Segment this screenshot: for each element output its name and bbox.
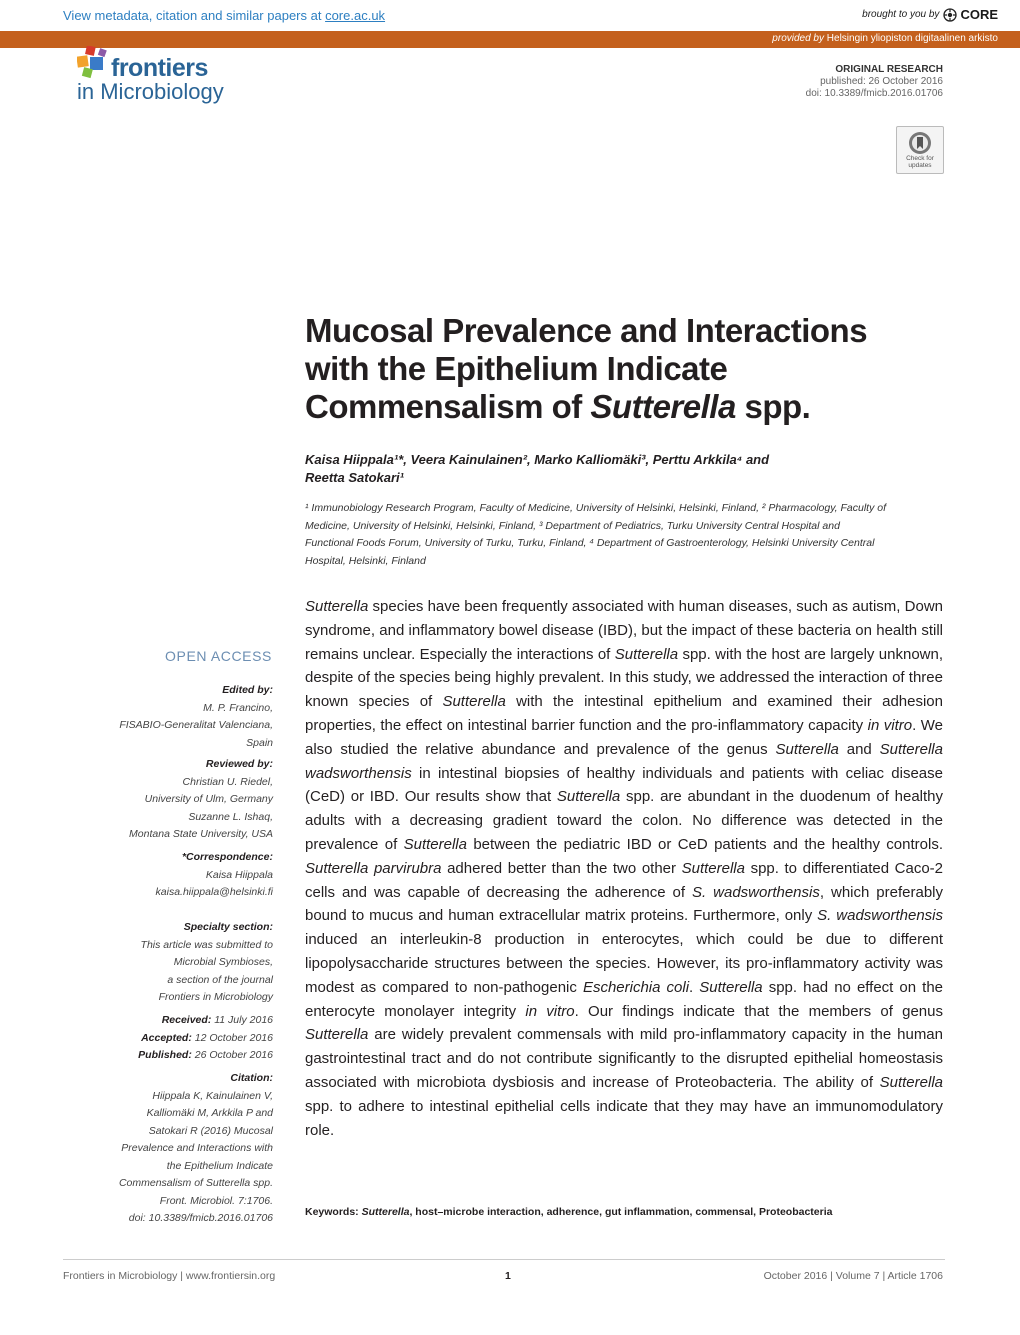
correspondence-label: *Correspondence: [181, 851, 273, 863]
abstract-segment: spp. to differentiated Caco-2 cells and was capable of decreasing the adherence of [305, 859, 944, 901]
citation-line: Prevalence and Interactions with [121, 1142, 273, 1154]
abstract-segment: Sutterella [442, 693, 506, 711]
abstract-segment: Sutterella [403, 835, 467, 853]
core-banner [0, 0, 1020, 31]
abstract-segment: in intestinal biopsies of healthy individuals and patients with celiac disease (CeD) or IBD. Our results show that [305, 764, 943, 806]
journal-subtitle: in Microbiology [77, 79, 224, 104]
page-number: 1 [505, 1270, 511, 1282]
citation-block [73, 1070, 273, 1228]
edited-by-block [73, 682, 273, 752]
dates-block [73, 1012, 273, 1065]
abstract-segment: Sutterella [305, 1026, 369, 1044]
abstract-segment: are widely prevalent commensals with mild pro-inflammatory capacity in the human gastrointestinal tract and do not contribute significantly to the disrupted epithelial homeostasis associated with microbiota dysbiosis and increase of Proteobacteria. The ability of [305, 1026, 943, 1091]
abstract-segment: Escherichia coli [582, 978, 690, 996]
abstract-segment: , which preferably bound to mucus and human extracellular matrix proteins. Furthermore, only [305, 883, 943, 925]
abstract-segment: spp. to adhere to intestinal epithelial cells indicate that they may have an immunomodulatory role. [305, 1097, 943, 1139]
title-line-1: Mucosal Prevalence and Interactions [305, 312, 868, 349]
affiliation-line: Functional Foods Forum, University of Turku, Turku, Finland, ⁴ Department of Gastroenterology, Helsinki University Central [305, 537, 875, 549]
abstract-segment: in vitro [525, 1002, 575, 1020]
reviewer-line: Montana State University, USA [129, 828, 273, 840]
provider-text [772, 33, 998, 44]
keyword-genus: Sutterella [361, 1206, 410, 1218]
title-genus: Sutterella [590, 388, 736, 425]
citation-label: Citation: [230, 1072, 273, 1084]
affiliation-line: Hospital, Helsinki, Finland [305, 554, 426, 567]
core-metadata-label: View metadata, citation and similar papers at [63, 8, 326, 23]
bookmark-check-icon [908, 131, 932, 155]
abstract-segment: Sutterella [681, 859, 745, 877]
check-for-updates-button[interactable] [896, 126, 944, 174]
abstract-segment: induced an interleukin-8 production in enterocytes, which could be due to different lipopolysaccharide structures between the species. However, its pro-inflammatory activity was modest as compared to non-pathogenic [305, 931, 943, 996]
title-line-3-pre: Commensalism of [305, 388, 591, 425]
core-metadata-link[interactable]: core.ac.uk [325, 8, 386, 23]
provided-by-label: provided by [772, 33, 824, 44]
article-title [305, 312, 965, 426]
article-doi: doi: 10.3389/fmicb.2016.01706 [805, 88, 943, 99]
correspondence-name: Kaisa Hiippala [205, 868, 273, 881]
core-logo-icon [943, 8, 957, 22]
keywords [305, 1206, 945, 1218]
abstract-segment: in vitro [867, 716, 913, 734]
citation-line: Commensalism of Sutterella spp. [118, 1177, 273, 1189]
provider-name: Helsingin yliopiston digitaalinen arkisto [826, 33, 998, 44]
abstract-segment: Sutterella [699, 978, 763, 996]
abstract-segment: . [689, 978, 700, 996]
abstract-segment: species have been frequently associated with human diseases, such as autism, Down syndrome, and inflammatory bowel disease (IBD), but the impact of these bacteria on health still remains unclear. Especially the interactions of [305, 598, 943, 663]
specialty-block [73, 919, 273, 1007]
reviewed-by-label: Reviewed by: [205, 758, 273, 770]
reviewer-line: Suzanne L. Ishaq, [188, 810, 273, 823]
abstract [305, 595, 943, 1142]
title-line-3-post: spp. [735, 388, 811, 425]
core-metadata-text [63, 8, 385, 23]
abstract-segment: . Our findings indicate that the members of genus [574, 1002, 943, 1020]
provider-bar [0, 31, 1020, 48]
keywords-label: Keywords: [305, 1206, 359, 1218]
citation-line: Kalliomäki M, Arkkila P and [146, 1107, 273, 1119]
article-meta [806, 64, 943, 100]
received-date: 11 July 2016 [214, 1014, 273, 1026]
citation-line: Front. Microbiol. 7:1706. [159, 1194, 273, 1207]
authors-line-2: Reetta Satokari¹ [305, 470, 404, 485]
abstract-segment: Sutterella [775, 740, 839, 758]
footer-divider [63, 1259, 945, 1260]
published-date: published: 26 October 2016 [820, 76, 943, 87]
reviewer-line: University of Ulm, Germany [144, 793, 273, 805]
affiliation-line: ¹ Immunobiology Research Program, Faculty of Medicine, University of Helsinki, Helsinki, Finland, ² Pharmacology, Faculty of [305, 502, 887, 514]
abstract-segment: Sutterella parvirubra [305, 859, 442, 877]
check-updates-label: Check for updates [906, 155, 934, 169]
abstract-segment: S. wadsworthensis [692, 883, 820, 901]
affiliation-line: Medicine, University of Helsinki, Helsinki, Finland, ³ Department of Pediatrics, Turku University Central Hospital and [305, 519, 840, 532]
abstract-segment: Sutterella wadsworthensis [305, 740, 943, 782]
editor-line: FISABIO-Generalitat Valenciana, [119, 719, 273, 731]
specialty-line: This article was submitted to [140, 938, 273, 951]
citation-line: Satokari R (2016) Mucosal [148, 1124, 273, 1137]
keywords-rest: , host–microbe interaction, adherence, gut inflammation, commensal, Proteobacteria [409, 1206, 833, 1218]
specialty-line: a section of the journal [167, 973, 273, 986]
title-line-3 [305, 388, 965, 426]
specialty-line: Frontiers in Microbiology [158, 991, 273, 1003]
abstract-segment: spp. had no effect on the enterocyte monolayer integrity [305, 978, 943, 1020]
frontiers-logo-icon [77, 46, 109, 80]
core-brand: CORE [960, 7, 998, 22]
abstract-segment: adhered better than the two other [441, 859, 682, 877]
specialty-label: Specialty section: [183, 921, 273, 933]
author-list [305, 451, 945, 487]
abstract-segment: S. wadsworthensis [817, 907, 944, 925]
accepted-date: 12 October 2016 [194, 1031, 273, 1044]
citation-line: doi: 10.3389/fmicb.2016.01706 [128, 1212, 273, 1224]
edited-by-label: Edited by: [222, 684, 273, 696]
authors-line-1: Kaisa Hiippala¹*, Veera Kainulainen², Marko Kalliomäki³, Perttu Arkkila⁴ and [305, 452, 770, 467]
reviewed-by-block [73, 756, 273, 844]
citation-line: Hiippala K, Kainulainen V, [152, 1089, 273, 1102]
abstract-segment: spp. are abundant in the duodenum of healthy adults with a decreasing gradient toward the colon. No difference was detected in the prevalence of [305, 788, 944, 853]
abstract-segment: . We also studied the relative abundance and prevalence of the genus [305, 716, 943, 758]
core-brought-text: brought to you by [862, 9, 940, 20]
title-line-2: with the Epithelium Indicate [305, 350, 728, 387]
published-label: Published: [138, 1049, 192, 1061]
citation-line: the Epithelium Indicate [166, 1159, 273, 1172]
abstract-segment: and [838, 740, 880, 758]
reviewer-line: Christian U. Riedel, [182, 775, 273, 788]
abstract-segment: with the intestinal epithelium and examined their adhesion properties, the effect on intestinal barrier function and the pro-inflammatory capacity [305, 693, 943, 734]
affiliations [305, 500, 945, 570]
article-type: ORIGINAL RESEARCH [835, 64, 943, 75]
open-access-label: OPEN ACCESS [165, 648, 272, 664]
abstract-segment: spp. with the host are largely unknown, despite of the species being highly prevalent. In this study, we addressed the interaction of three known species of [305, 645, 943, 711]
abstract-segment: between the pediatric IBD or CeD patients and the healthy controls. [466, 835, 943, 853]
abstract-segment: Sutterella [556, 788, 621, 806]
specialty-line: Microbial Symbioses, [173, 956, 273, 968]
abstract-segment: Sutterella [305, 598, 369, 615]
published-date-side: 26 October 2016 [194, 1049, 273, 1061]
core-brought-by[interactable] [862, 7, 998, 22]
received-label: Received: [161, 1014, 212, 1026]
accepted-label: Accepted: [141, 1031, 192, 1044]
footer-journal-link[interactable]: Frontiers in Microbiology | www.frontiersin.org [63, 1270, 276, 1282]
correspondence-email[interactable]: kaisa.hiippala@helsinki.fi [155, 886, 273, 898]
abstract-segment: Sutterella [879, 1073, 943, 1091]
editor-line: M. P. Francino, [203, 701, 273, 714]
journal-name: frontiers [111, 54, 208, 82]
abstract-segment: Sutterella [614, 645, 679, 663]
correspondence-block [73, 849, 273, 902]
footer-issue: October 2016 | Volume 7 | Article 1706 [763, 1270, 943, 1282]
editor-line: Spain [246, 736, 273, 749]
